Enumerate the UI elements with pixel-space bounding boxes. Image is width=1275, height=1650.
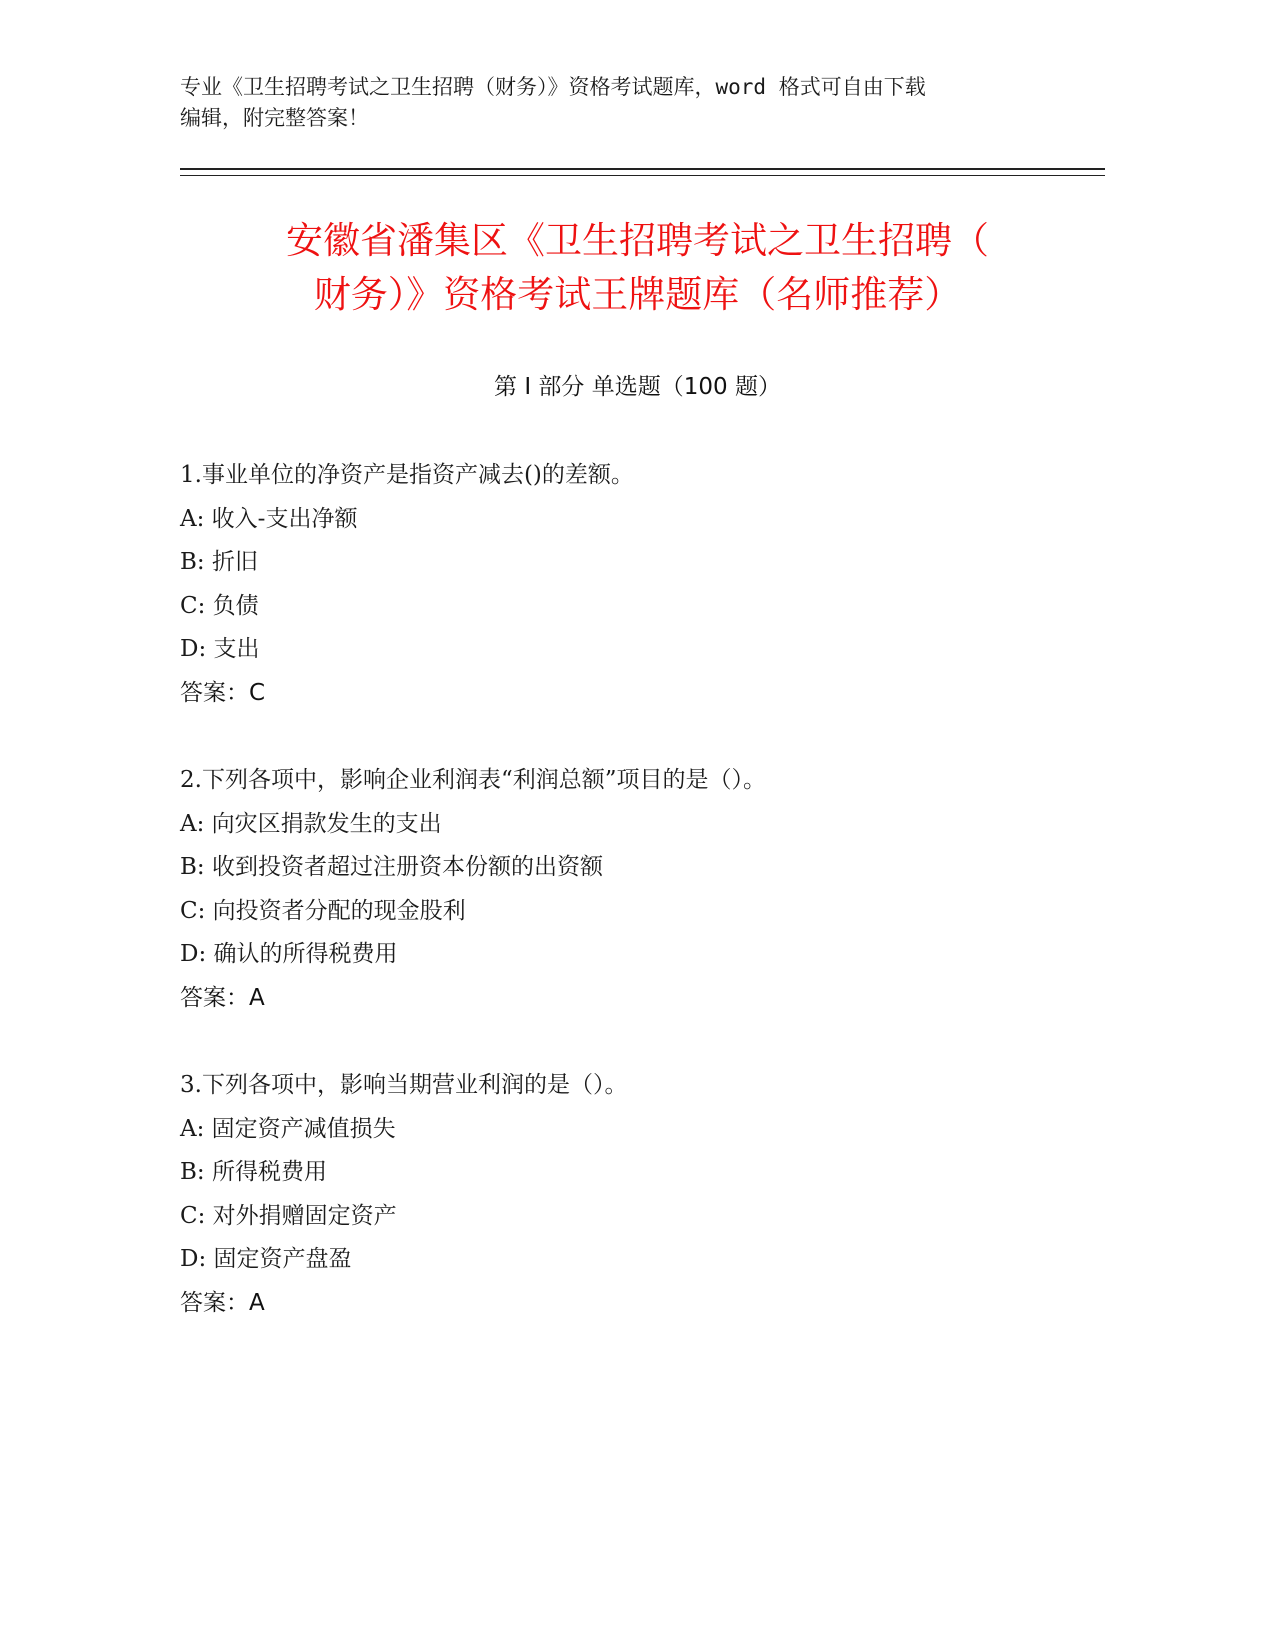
option-b	[180, 1151, 1130, 1195]
option-label: A:	[180, 505, 205, 532]
option-a	[180, 498, 1130, 542]
header-divider-thick	[180, 168, 1105, 170]
option-text: 折旧	[211, 549, 258, 575]
option-text: 固定资产盘盈	[213, 1246, 352, 1272]
option-label: A:	[180, 810, 205, 837]
document-title-line-1: 安徽省潘集区《卫生招聘考试之卫生招聘（	[286, 219, 989, 262]
header-divider-thin	[180, 175, 1105, 176]
section-heading: 第 I 部分 单选题（100 题）	[494, 374, 781, 400]
option-text: 所得税费用	[211, 1159, 327, 1185]
option-text: 负债	[212, 592, 259, 619]
option-b	[180, 541, 1130, 585]
option-text: 收入-支出净额	[211, 505, 358, 532]
answer-line: 答案：A	[180, 984, 265, 1011]
question-1	[180, 454, 1130, 715]
header-note-line-2: 编辑，附完整答案！	[180, 106, 369, 130]
option-c	[180, 1195, 1130, 1239]
question-stem: 3.下列各项中，影响当期营业利润的是（）。	[180, 1072, 628, 1098]
header-note	[180, 72, 1080, 134]
document-title	[150, 214, 1125, 322]
option-text: 支出	[213, 636, 260, 662]
option-a	[180, 803, 1130, 847]
question-3	[180, 1064, 1130, 1325]
option-text: 对外捐赠固定资产	[212, 1202, 397, 1229]
option-label: C:	[180, 1202, 206, 1229]
question-2	[180, 759, 1130, 1020]
answer-line: 答案：C	[180, 679, 266, 706]
answer-line: 答案：A	[180, 1289, 265, 1316]
option-label: D:	[180, 1246, 207, 1272]
document-title-line-2: 财务）》资格考试王牌题库（名师推荐）	[313, 273, 962, 316]
option-c	[180, 890, 1130, 934]
option-b	[180, 846, 1130, 890]
option-label: A:	[180, 1115, 205, 1142]
option-text: 固定资产减值损失	[211, 1115, 396, 1142]
option-label: C:	[180, 897, 206, 924]
option-label: B:	[180, 1159, 205, 1185]
option-text: 向投资者分配的现金股利	[212, 897, 466, 924]
option-label: D:	[180, 636, 207, 662]
question-stem: 2.下列各项中，影响企业利润表“利润总额”项目的是（）。	[180, 767, 766, 793]
option-c	[180, 585, 1130, 629]
option-label: B:	[180, 549, 205, 575]
option-label: B:	[180, 854, 205, 880]
question-stem: 1.事业单位的净资产是指资产减去()的差额。	[180, 462, 634, 488]
option-text: 向灾区捐款发生的支出	[211, 810, 442, 837]
option-d	[180, 628, 1130, 672]
option-d	[180, 1238, 1130, 1282]
option-text: 确认的所得税费用	[213, 941, 398, 967]
option-d	[180, 933, 1130, 977]
header-note-line-1: 专业《卫生招聘考试之卫生招聘（财务）》资格考试题库，word 格式可自由下载	[180, 75, 926, 99]
option-a	[180, 1108, 1130, 1152]
option-label: C:	[180, 592, 206, 619]
option-text: 收到投资者超过注册资本份额的出资额	[211, 854, 603, 880]
option-label: D:	[180, 941, 207, 967]
